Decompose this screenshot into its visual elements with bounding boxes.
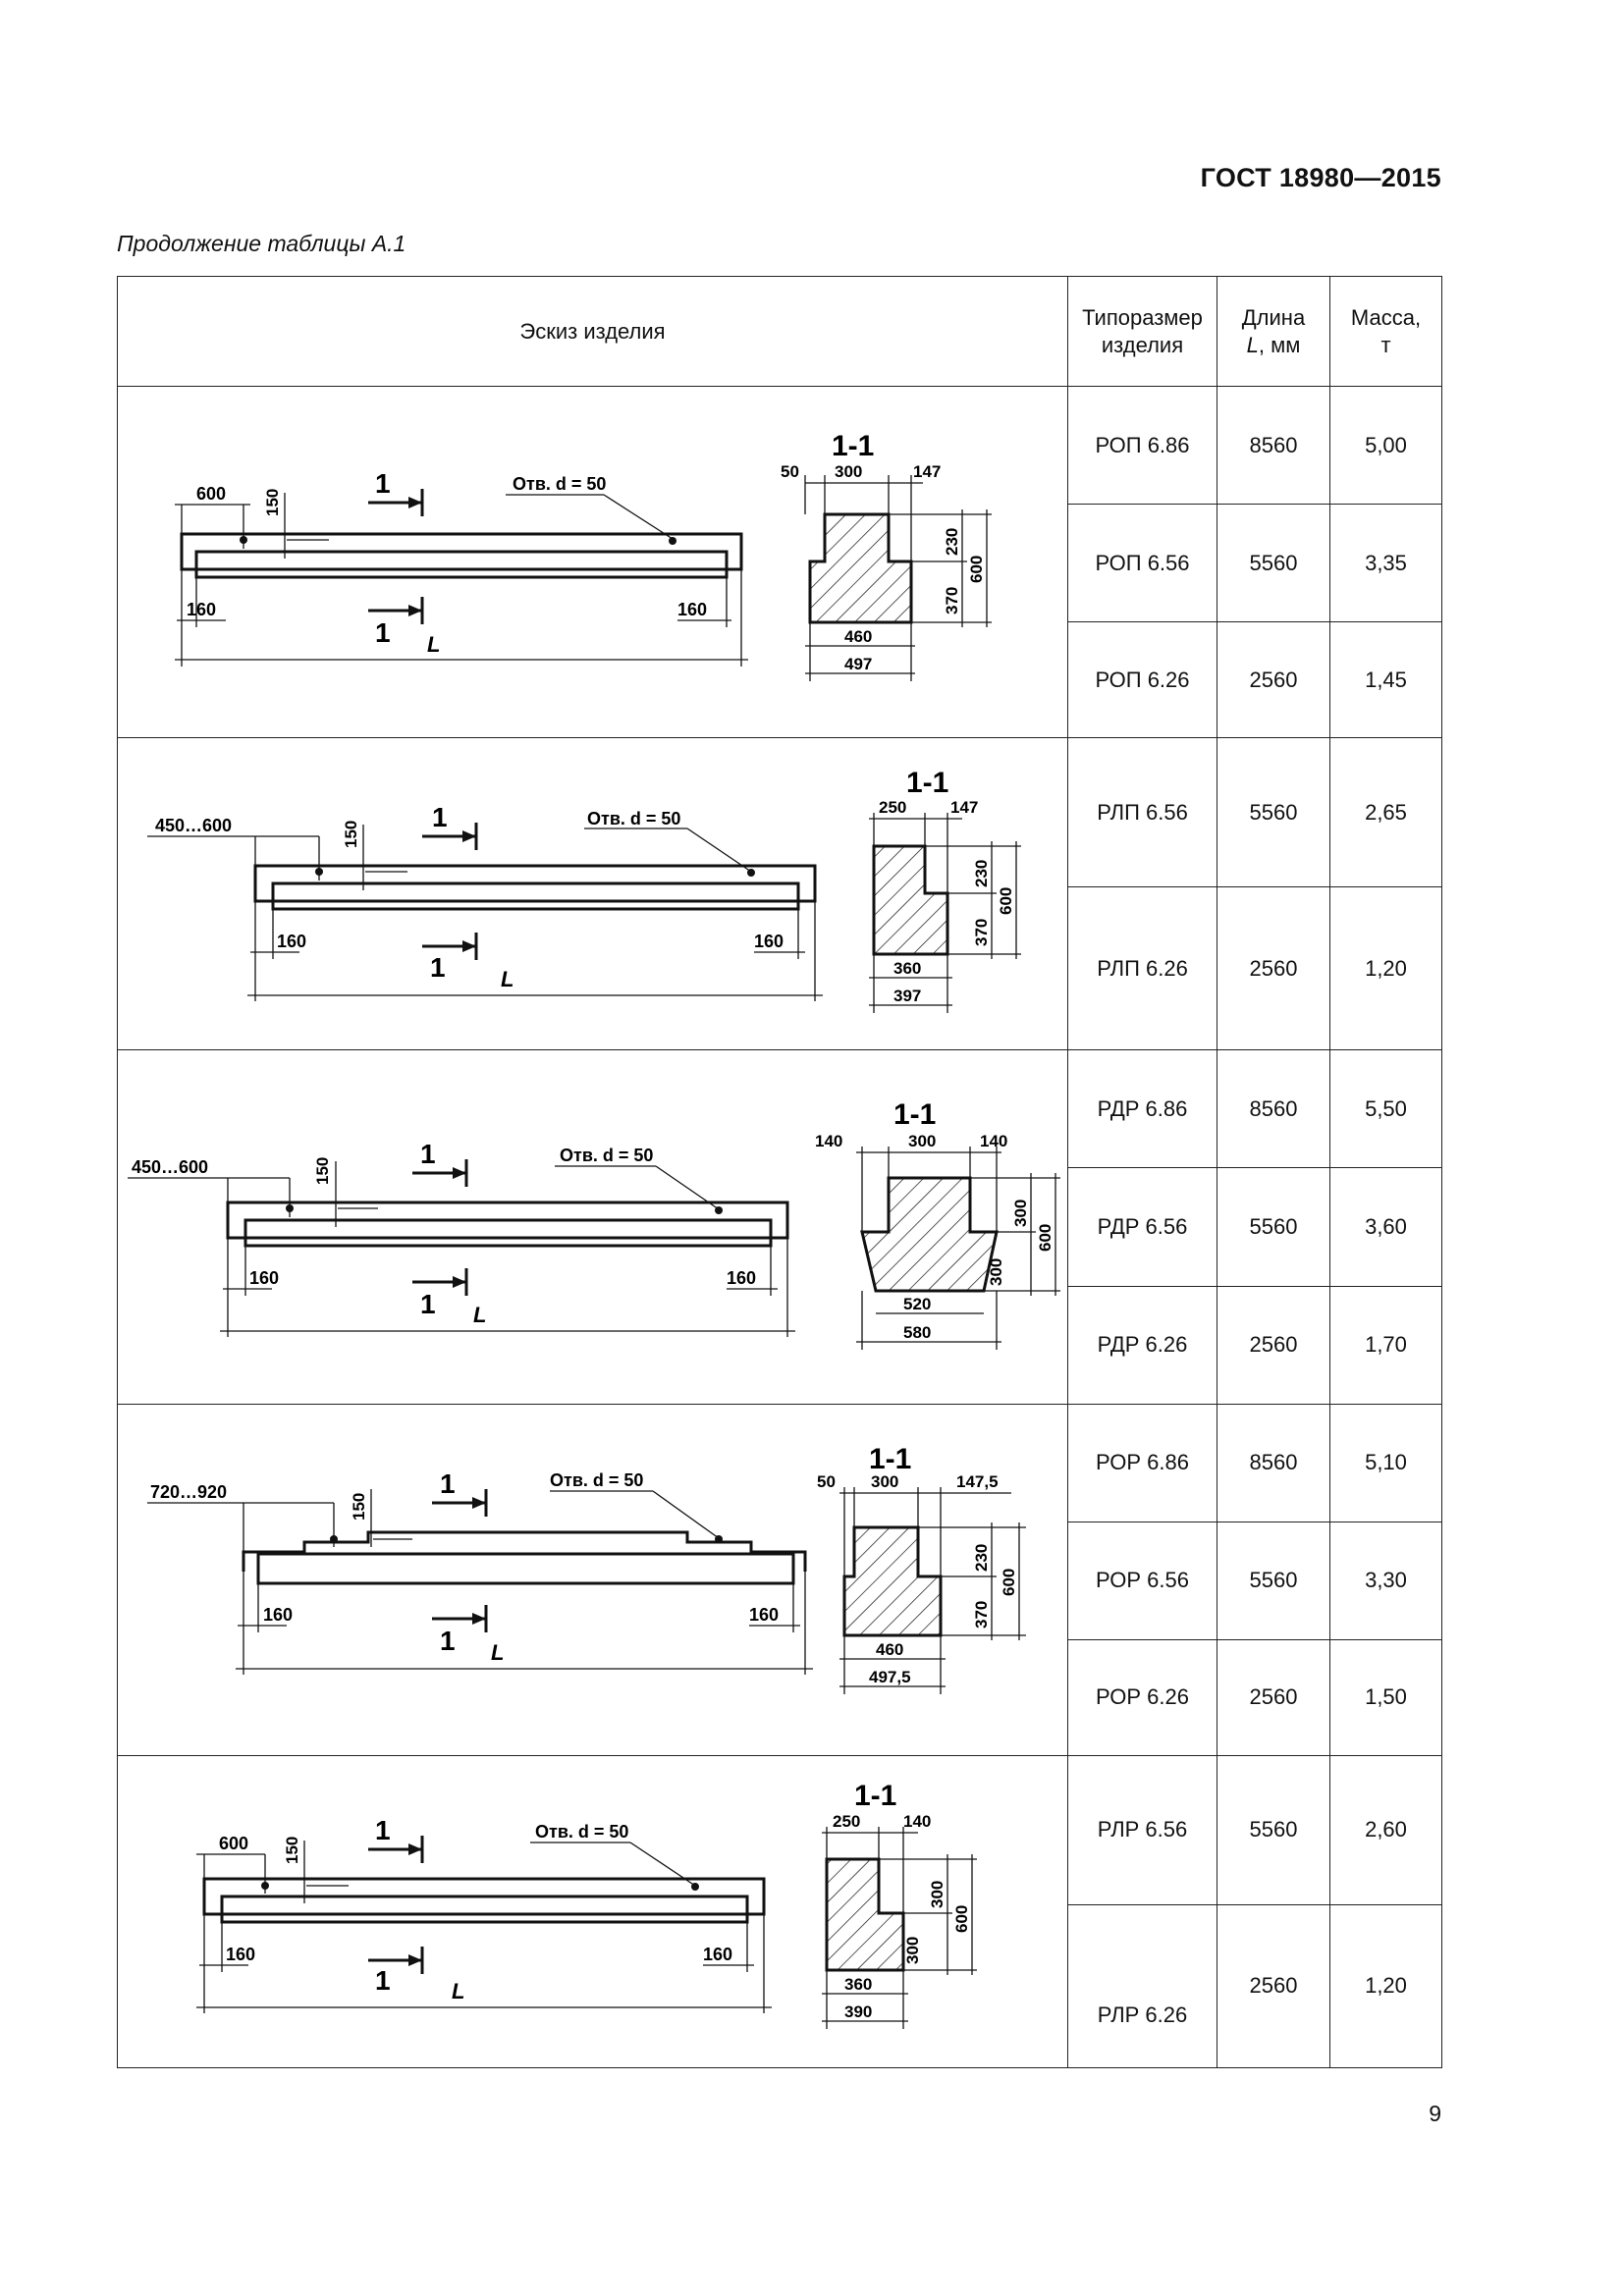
dim-top-left: 720…920 — [150, 1481, 228, 1502]
sec-dim-side-1: 230 — [972, 1543, 991, 1572]
dim-top-left: 450…600 — [132, 1157, 209, 1178]
sec-dim-top-1: 50 — [817, 1471, 836, 1491]
cell-length: 2560 — [1217, 622, 1330, 738]
section-title: 1-1 — [832, 430, 875, 463]
sec-dim-bot-1: 460 — [876, 1639, 904, 1659]
sec-dim-bot-2: 580 — [903, 1323, 932, 1343]
sketch-rop — [118, 387, 1068, 738]
cut-label-bottom: 1 — [375, 617, 391, 649]
sketch-rlr-drawing — [118, 1756, 1068, 2068]
dim-height: 150 — [350, 1492, 368, 1521]
cell-length: 2560 — [1217, 1286, 1330, 1404]
header-sketch: Эскиз изделия — [118, 277, 1068, 387]
cell-mass: 1,20 — [1330, 887, 1442, 1050]
sec-dim-top-1: 250 — [879, 798, 907, 818]
dim-support-right: 160 — [754, 932, 784, 952]
section-title: 1-1 — [854, 1779, 897, 1812]
table-row — [118, 387, 1442, 505]
cell-mass: 3,30 — [1330, 1522, 1442, 1639]
length-label: L — [491, 1639, 505, 1665]
hole-label: Отв. d = 50 — [560, 1146, 654, 1166]
cell-type: РЛР 6.26 — [1068, 1904, 1217, 2067]
dim-support-left: 160 — [226, 1944, 256, 1964]
hole-label: Отв. d = 50 — [550, 1469, 644, 1490]
hole-label: Отв. d = 50 — [535, 1821, 629, 1842]
cut-label-bottom: 1 — [440, 1625, 456, 1656]
sec-dim-side-2: 370 — [943, 586, 961, 615]
sec-dim-bot-1: 360 — [893, 959, 922, 979]
cut-label-top: 1 — [375, 1814, 391, 1845]
cell-mass: 5,10 — [1330, 1404, 1442, 1522]
cell-type: РДР 6.56 — [1068, 1168, 1217, 1286]
sketch-rlp — [118, 738, 1068, 1050]
dim-height: 150 — [313, 1157, 332, 1186]
sketch-rdr-drawing — [118, 1050, 1068, 1404]
sec-dim-side-2: 300 — [987, 1258, 1005, 1287]
dim-height: 150 — [342, 820, 360, 849]
sec-dim-top-3: 147,5 — [956, 1471, 999, 1491]
sec-dim-top-3: 147 — [913, 462, 942, 482]
length-label: L — [427, 632, 441, 658]
cell-mass: 5,50 — [1330, 1050, 1442, 1168]
sketch-ror-drawing — [118, 1405, 1068, 1756]
cell-type: РОР 6.56 — [1068, 1522, 1217, 1639]
cell-type: РОП 6.56 — [1068, 505, 1217, 622]
sketch-rlr — [118, 1755, 1068, 2067]
sec-dim-top-2: 147 — [950, 798, 979, 818]
sec-dim-side-3: 600 — [1036, 1224, 1055, 1253]
hole-label: Отв. d = 50 — [587, 809, 681, 829]
cell-length: 8560 — [1217, 1404, 1330, 1522]
sec-dim-top-2: 300 — [908, 1132, 937, 1151]
sec-dim-bot-1: 360 — [844, 1974, 873, 1994]
dim-support-right: 160 — [727, 1268, 757, 1289]
sec-dim-side-3: 600 — [967, 555, 986, 584]
cell-mass: 2,60 — [1330, 1755, 1442, 1904]
cell-type: РОП 6.26 — [1068, 622, 1217, 738]
cut-label-bottom: 1 — [430, 952, 446, 984]
cell-type: РЛП 6.56 — [1068, 738, 1217, 887]
dim-support-right: 160 — [749, 1604, 780, 1625]
product-table — [117, 276, 1442, 2068]
dim-support-left: 160 — [187, 600, 217, 620]
cell-length: 5560 — [1217, 1755, 1330, 1904]
sec-dim-side-3: 600 — [1000, 1568, 1018, 1596]
cell-length: 5560 — [1217, 738, 1330, 887]
sec-dim-side-1: 230 — [943, 527, 961, 557]
dim-support-right: 160 — [677, 600, 708, 620]
sec-dim-top-2: 300 — [835, 462, 863, 482]
table-caption: Продолжение таблицы А.1 — [117, 231, 406, 256]
cell-length: 5560 — [1217, 1168, 1330, 1286]
hole-label: Отв. d = 50 — [513, 474, 607, 495]
sketch-rlp-drawing — [118, 738, 1068, 1050]
cell-type: РОП 6.86 — [1068, 387, 1217, 505]
section-title: 1-1 — [893, 1098, 937, 1132]
length-label: L — [473, 1303, 487, 1328]
cell-mass: 3,35 — [1330, 505, 1442, 622]
section-title: 1-1 — [869, 1442, 912, 1475]
sec-dim-side-3: 600 — [997, 886, 1015, 916]
cell-length: 2560 — [1217, 887, 1330, 1050]
dim-height: 150 — [283, 1836, 301, 1864]
cell-type: РДР 6.26 — [1068, 1286, 1217, 1404]
cell-length: 2560 — [1217, 1904, 1330, 2067]
sketch-rop-drawing — [118, 387, 1068, 738]
sec-dim-bot-2: 497 — [844, 655, 873, 674]
dim-support-right: 160 — [703, 1944, 733, 1964]
sec-dim-side-1: 230 — [972, 859, 991, 888]
sec-dim-side-2: 300 — [903, 1936, 922, 1964]
dim-top-left: 600 — [219, 1833, 249, 1853]
cell-mass: 1,45 — [1330, 622, 1442, 738]
cut-label-bottom: 1 — [375, 1964, 391, 1996]
sec-dim-bot-2: 397 — [893, 987, 922, 1006]
length-label: L — [452, 1978, 465, 2003]
cell-type: РОР 6.86 — [1068, 1404, 1217, 1522]
cell-type: РДР 6.86 — [1068, 1050, 1217, 1168]
cut-label-bottom: 1 — [420, 1289, 436, 1320]
table-row — [118, 738, 1442, 887]
cell-type: РЛР 6.56 — [1068, 1755, 1217, 1904]
sec-dim-top-2: 140 — [903, 1811, 932, 1831]
dim-support-left: 160 — [249, 1268, 280, 1289]
page-number: 9 — [1429, 2101, 1441, 2126]
cell-length: 5560 — [1217, 505, 1330, 622]
cell-length: 8560 — [1217, 1050, 1330, 1168]
cell-type: РОР 6.26 — [1068, 1639, 1217, 1755]
sec-dim-bot-1: 520 — [903, 1295, 932, 1314]
sec-dim-top-1: 50 — [781, 462, 799, 482]
cell-length: 8560 — [1217, 387, 1330, 505]
cell-mass: 5,00 — [1330, 387, 1442, 505]
cell-length: 2560 — [1217, 1639, 1330, 1755]
cell-type: РЛП 6.26 — [1068, 887, 1217, 1050]
sketch-rdr — [118, 1050, 1068, 1404]
cell-mass: 1,20 — [1330, 1904, 1442, 2067]
cut-label-top: 1 — [432, 802, 448, 833]
sketch-ror — [118, 1404, 1068, 1755]
sec-dim-side-1: 300 — [1011, 1200, 1030, 1228]
table-header-row — [118, 277, 1442, 387]
header-length: Длина L, мм — [1217, 277, 1330, 387]
dim-height: 150 — [263, 488, 282, 517]
sec-dim-side-3: 600 — [952, 1904, 971, 1933]
cell-mass: 1,70 — [1330, 1286, 1442, 1404]
sec-dim-bot-2: 497,5 — [869, 1667, 911, 1686]
header-mass: Масса, т — [1330, 277, 1442, 387]
dim-support-left: 160 — [263, 1604, 294, 1625]
table-row — [118, 1050, 1442, 1168]
sec-dim-top-2: 300 — [871, 1471, 899, 1491]
standard-number: ГОСТ 18980—2015 — [1200, 163, 1441, 192]
sec-dim-side-2: 370 — [972, 918, 991, 947]
header-type: Типоразмер изделия — [1068, 277, 1217, 387]
sec-dim-side-2: 370 — [972, 1600, 991, 1629]
cell-mass: 2,65 — [1330, 738, 1442, 887]
cut-label-top: 1 — [440, 1468, 456, 1499]
table-row — [118, 1404, 1442, 1522]
sec-dim-top-3: 140 — [980, 1132, 1008, 1151]
sec-dim-side-1: 300 — [928, 1880, 947, 1908]
sec-dim-bot-2: 390 — [844, 2002, 873, 2021]
cut-label-top: 1 — [420, 1139, 436, 1170]
cell-length: 5560 — [1217, 1522, 1330, 1639]
dim-support-left: 160 — [277, 932, 307, 952]
length-label: L — [501, 967, 514, 992]
sec-dim-top-1: 250 — [833, 1811, 861, 1831]
cell-mass: 3,60 — [1330, 1168, 1442, 1286]
dim-top-left: 450…600 — [155, 816, 233, 836]
sec-dim-bot-1: 460 — [844, 627, 873, 647]
cell-mass: 1,50 — [1330, 1639, 1442, 1755]
dim-top-left: 600 — [196, 484, 227, 505]
section-title: 1-1 — [906, 767, 949, 800]
table-row — [118, 1755, 1442, 1904]
sec-dim-top-1: 140 — [815, 1132, 843, 1151]
cut-label-top: 1 — [375, 468, 391, 500]
